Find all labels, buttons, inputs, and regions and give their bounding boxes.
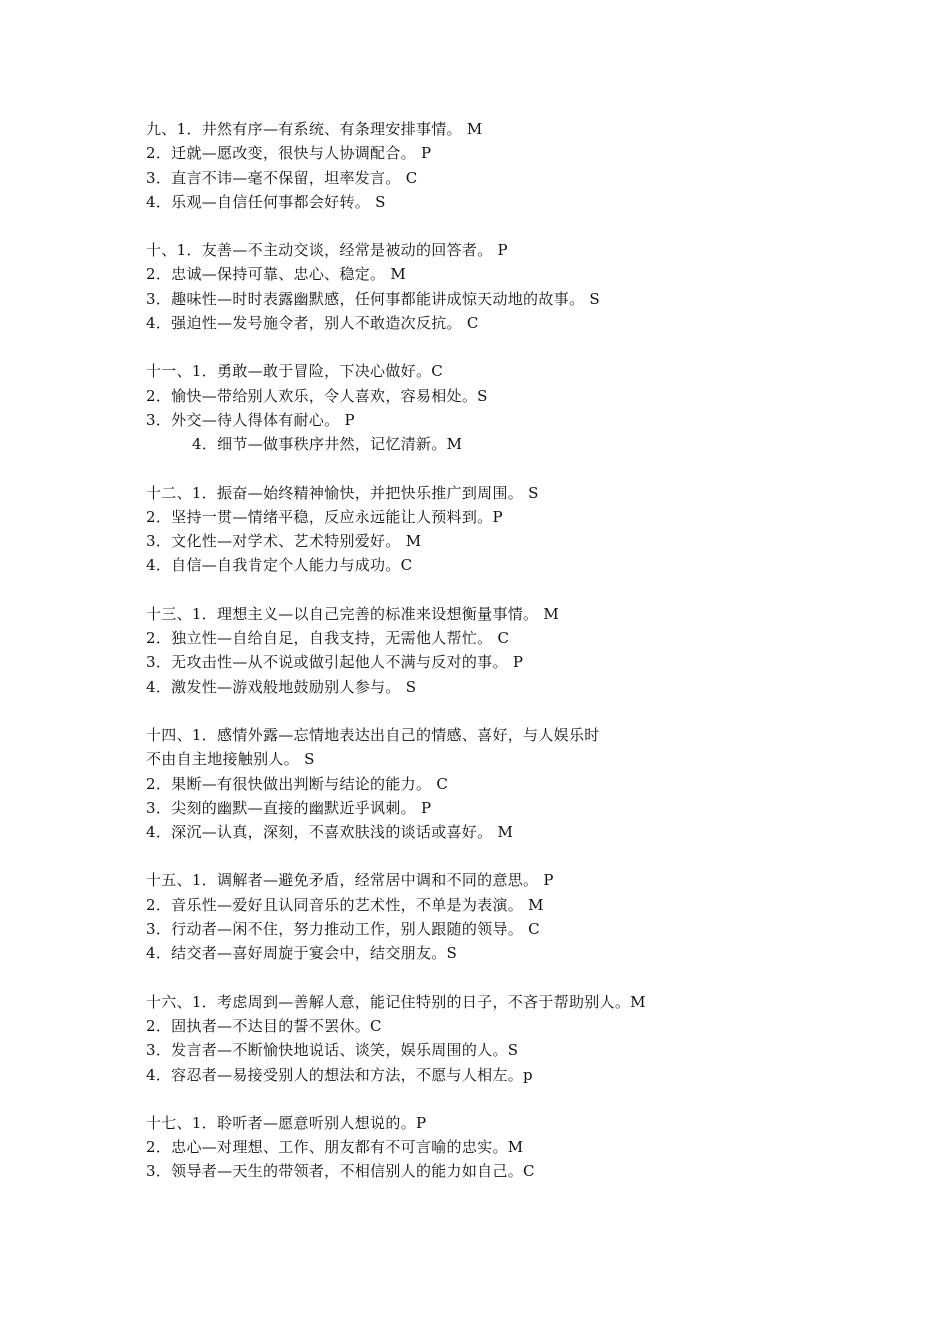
question-10 <box>146 238 906 335</box>
question-line: 3．发言者—不断愉快地说话、谈笑，娱乐周围的人。S <box>146 1041 519 1060</box>
question-17 <box>146 1111 906 1184</box>
question-16 <box>146 990 906 1087</box>
question-line: 4．结交者—喜好周旋于宴会中，结交朋友。S <box>146 944 458 963</box>
question-line: 4．激发性—游戏般地鼓励别人参与。 S <box>146 677 417 696</box>
question-13 <box>146 602 906 699</box>
question-line: 4．强迫性—发号施令者，别人不敢造次反抗。 C <box>146 314 479 333</box>
question-line: 4．乐观—自信任何事都会好转。 S <box>146 192 386 211</box>
question-15 <box>146 868 906 965</box>
question-line: 2．愉快—带给别人欢乐，令人喜欢，容易相处。S <box>146 386 488 405</box>
question-line: 3．尖刻的幽默—直接的幽默近乎讽刺。 P <box>146 798 432 817</box>
question-line: 2．果断—有很快做出判断与结论的能力。 C <box>146 774 449 793</box>
question-line: 十二、1．振奋—始终精神愉快，并把快乐推广到周围。 S <box>146 483 539 502</box>
question-line: 不由自主地接触别人。 S <box>146 750 315 769</box>
question-line: 4．深沉—认真，深刻，不喜欢肤浅的谈话或喜好。 M <box>146 823 514 842</box>
question-line: 2．忠诚—保持可靠、忠心、稳定。 M <box>146 265 407 284</box>
question-line: 3．外交—待人得体有耐心。 P <box>146 410 355 429</box>
question-line: 3．无攻击性—从不说或做引起他人不满与反对的事。 P <box>146 653 524 672</box>
question-line: 2．迁就—愿改变，很快与人协调配合。 P <box>146 144 432 163</box>
question-line: 2．坚持一贯—情绪平稳，反应永远能让人预料到。P <box>146 507 503 526</box>
question-11 <box>146 359 906 456</box>
question-line: 九、1．井然有序—有系统、有条理安排事情。 M <box>146 120 483 138</box>
question-line: 4．细节—做事秩序井然，记忆清新。M <box>192 435 463 454</box>
question-line: 十四、1．感情外露—忘情地表达出自己的情感、喜好，与人娱乐时 <box>146 725 600 744</box>
question-line: 2．固执者—不达目的誓不罢休。C <box>146 1016 382 1035</box>
question-line: 4．容忍者—易接受别人的想法和方法，不愿与人相左。p <box>146 1065 533 1084</box>
question-line: 2．忠心—对理想、工作、朋友都有不可言喻的忠实。M <box>146 1138 524 1157</box>
question-line: 3．领导者—天生的带领者，不相信别人的能力如自己。C <box>146 1162 535 1181</box>
question-line: 十三、1．理想主义—以自己完善的标准来设想衡量事情。 M <box>146 604 560 623</box>
question-line: 3．文化性—对学术、艺术特别爱好。 M <box>146 532 422 551</box>
question-line: 3．行动者—闲不住，努力推动工作，别人跟随的领导。 C <box>146 920 540 939</box>
question-line: 十七、1．聆听者—愿意听别人想说的。P <box>146 1113 427 1132</box>
question-14 <box>146 723 906 844</box>
question-line: 2．独立性—自给自足，自我支持，无需他人帮忙。 C <box>146 629 510 648</box>
question-line: 3．直言不讳—毫不保留，坦率发言。 C <box>146 168 418 187</box>
question-line: 十五、1．调解者—避免矛盾，经常居中调和不同的意思。 P <box>146 871 554 890</box>
question-line: 2．音乐性—爱好且认同音乐的艺术性，不单是为表演。 M <box>146 895 544 914</box>
document-page <box>146 117 906 1208</box>
question-12 <box>146 481 906 578</box>
question-line: 十、1．友善—不主动交谈，经常是被动的回答者。 P <box>146 241 508 260</box>
question-line: 十六、1．考虑周到—善解人意，能记住特别的日子，不吝于帮助别人。M <box>146 992 646 1011</box>
question-9 <box>146 117 906 214</box>
question-line: 十一、1．勇敢—敢于冒险，下决心做好。C <box>146 362 444 381</box>
question-line: 3．趣味性—时时表露幽默感，任何事都能讲成惊天动地的故事。 S <box>146 289 600 308</box>
question-line: 4．自信—自我肯定个人能力与成功。C <box>146 556 413 575</box>
